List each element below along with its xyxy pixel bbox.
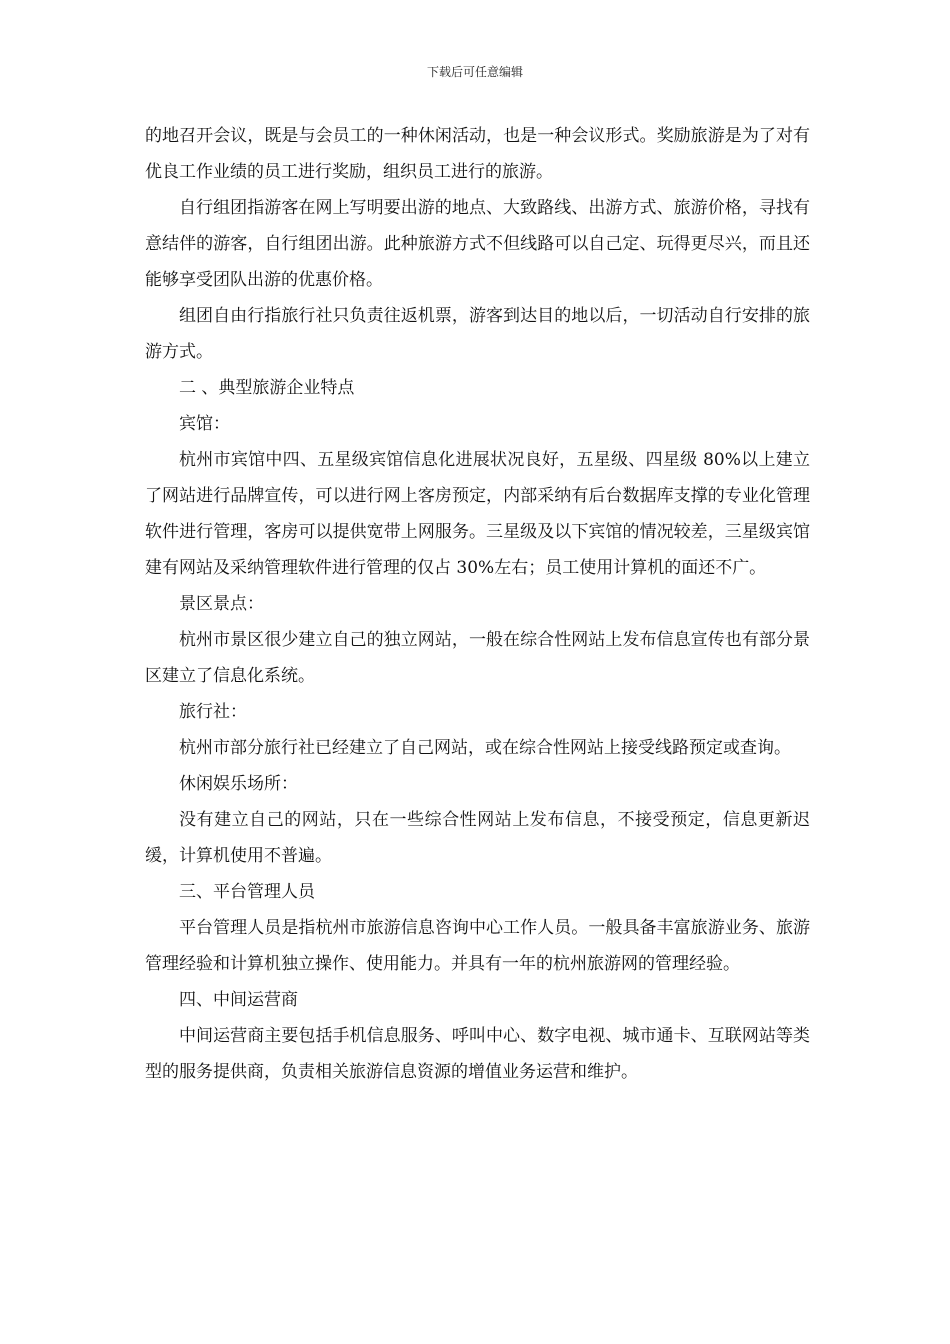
section-heading: 四、中间运营商 <box>179 990 298 1010</box>
paragraph: 没有建立自己的网站，只在一些综合性网站上发布信息，不接受预定，信息更新迟缓，计算机使用不普遍。 <box>145 810 810 866</box>
page-header: 下载后可任意编辑 <box>426 65 523 79</box>
subsection-heading: 旅行社： <box>179 702 247 722</box>
paragraph: 平台管理人员是指杭州市旅游信息咨询中心工作人员。一般具备丰富旅游业务、旅游管理经验和计算机独立操作、使用能力。并具有一年的杭州旅游网的管理经验。 <box>145 918 810 974</box>
paragraph: 杭州市部分旅行社已经建立了自己网站，或在综合性网站上接受线路预定或查询。 <box>179 738 791 758</box>
paragraph: 杭州市景区很少建立自己的独立网站，一般在综合性网站上发布信息宣传也有部分景区建立了信息化系统。 <box>145 630 810 686</box>
paragraph: 自行组团指游客在网上写明要出游的地点、大致路线、出游方式、旅游价格，寻找有意结伴的游客，自行组团出游。此种旅游方式不但线路可以自己定、玩得更尽兴，而且还能够享受团队出游的优惠价格。 <box>145 198 810 290</box>
paragraph: 中间运营商主要包括手机信息服务、呼叫中心、数字电视、城市通卡、互联网站等类型的服务提供商，负责相关旅游信息资源的增值业务运营和维护。 <box>145 1026 810 1082</box>
subsection-heading: 休闲娱乐场所： <box>179 774 298 794</box>
section-heading: 二 、典型旅游企业特点 <box>179 378 355 398</box>
paragraph: 组团自由行指旅行社只负责往返机票，游客到达目的地以后，一切活动自行安排的旅游方式。 <box>145 306 810 362</box>
document-body <box>145 118 810 1090</box>
section-heading: 三、平台管理人员 <box>179 882 315 902</box>
subsection-heading: 宾馆： <box>179 414 230 434</box>
paragraph: 的地召开会议，既是与会员工的一种休闲活动，也是一种会议形式。奖励旅游是为了对有优良工作业绩的员工进行奖励，组织员工进行的旅游。 <box>145 126 810 182</box>
paragraph: 杭州市宾馆中四、五星级宾馆信息化进展状况良好，五星级、四星级 80%以上建立了网站进行品牌宣传，可以进行网上客房预定，内部采纳有后台数据库支撑的专业化管理软件进行管理，客房可以提供宽带上网服务。三星级及以下宾馆的情况较差，三星级宾馆建有网站及采纳管理软件进行管理的仅占 30%左右；员工使用计算机的面还不广。 <box>145 450 810 578</box>
subsection-heading: 景区景点： <box>179 594 264 614</box>
